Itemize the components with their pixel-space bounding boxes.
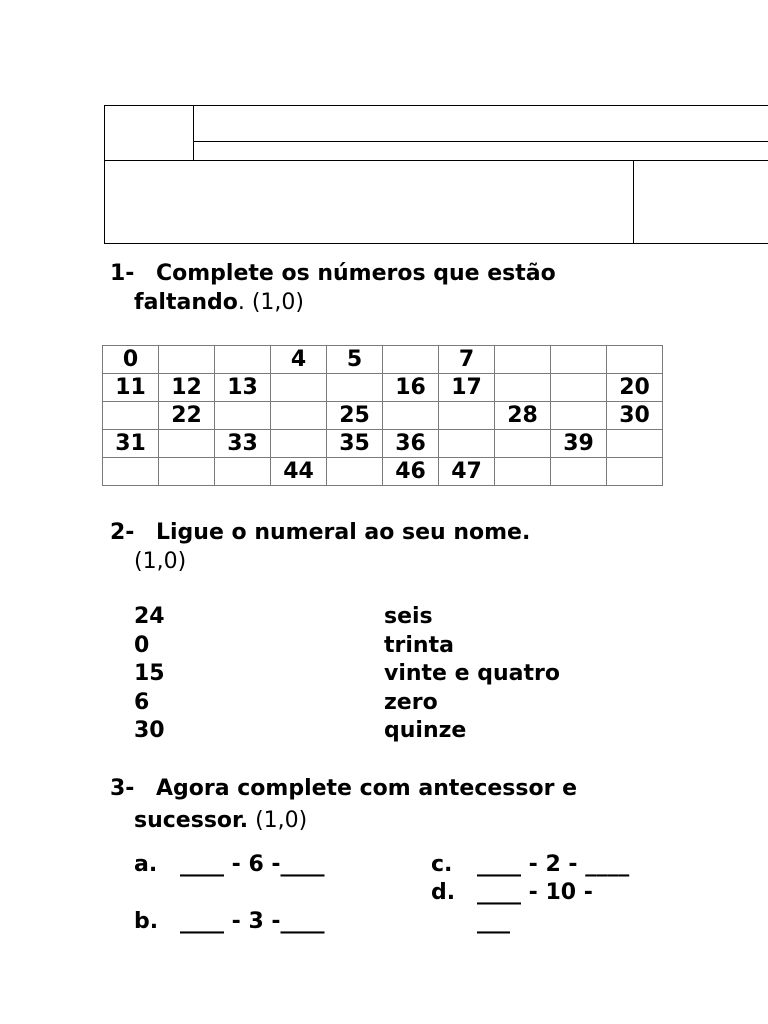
grid-cell: 30	[607, 402, 663, 430]
grid-cell: 46	[383, 458, 439, 486]
grid-cell: 31	[103, 430, 159, 458]
exercise-expression: ____ - 3 -____	[180, 909, 325, 934]
grid-cell: 35	[327, 430, 383, 458]
grid-cell-blank[interactable]	[495, 458, 551, 486]
exercise-d	[431, 878, 593, 907]
grid-cell-blank[interactable]	[215, 402, 271, 430]
question-1	[110, 259, 556, 317]
grid-row	[103, 402, 663, 430]
grid-cell: 25	[327, 402, 383, 430]
numeral-item: 6	[134, 689, 150, 715]
grid-cell-blank[interactable]	[607, 430, 663, 458]
exercise-label: b.	[134, 909, 159, 934]
number-grid	[102, 345, 663, 486]
question-number: 2-	[110, 520, 135, 545]
numeral-item: 24	[134, 604, 165, 629]
grid-cell-blank[interactable]	[495, 374, 551, 402]
exercise-expression: ____ - 10 -	[477, 880, 593, 905]
grid-cell: 22	[159, 402, 215, 430]
grid-cell: 13	[215, 374, 271, 402]
grid-cell-blank[interactable]	[327, 374, 383, 402]
grid-cell: 5	[327, 346, 383, 374]
grid-cell-blank[interactable]	[327, 458, 383, 486]
question-score: (1,0)	[248, 808, 308, 833]
grid-cell-blank[interactable]	[159, 458, 215, 486]
grid-cell-blank[interactable]	[271, 430, 327, 458]
grid-cell: 4	[271, 346, 327, 374]
numeral-item: 0	[134, 632, 150, 658]
question-number: 3-	[110, 776, 135, 801]
grid-cell: 7	[439, 346, 495, 374]
name-item: quinze	[384, 718, 467, 743]
exercise-label: c.	[431, 852, 453, 877]
grid-cell: 16	[383, 374, 439, 402]
names-column	[384, 603, 560, 746]
grid-row	[103, 430, 663, 458]
exercise-a	[134, 850, 325, 879]
question-text: Ligue o numeral ao seu nome.	[156, 520, 531, 545]
name-item: vinte e quatro	[384, 661, 560, 686]
grid-cell-blank[interactable]	[551, 374, 607, 402]
grid-cell-blank[interactable]	[215, 346, 271, 374]
question-text-cont: faltando	[134, 290, 238, 315]
grid-cell-blank[interactable]	[607, 458, 663, 486]
grid-cell: 17	[439, 374, 495, 402]
exercise-label: a.	[134, 852, 158, 877]
header-box-top-left	[104, 105, 194, 161]
grid-cell: 11	[103, 374, 159, 402]
grid-row	[103, 346, 663, 374]
exercise-label: d.	[431, 880, 456, 905]
grid-cell: 39	[551, 430, 607, 458]
question-text: Agora complete com antecessor e	[156, 776, 578, 801]
grid-cell-blank[interactable]	[551, 402, 607, 430]
grid-cell-blank[interactable]	[103, 458, 159, 486]
name-item: trinta	[384, 632, 454, 658]
grid-cell: 33	[215, 430, 271, 458]
grid-cell-blank[interactable]	[439, 430, 495, 458]
grid-cell: 0	[103, 346, 159, 374]
grid-cell-blank[interactable]	[159, 346, 215, 374]
grid-row	[103, 458, 663, 486]
grid-cell-blank[interactable]	[495, 430, 551, 458]
question-2	[110, 518, 530, 576]
header-line-top	[193, 105, 768, 106]
numeral-item: 15	[134, 661, 165, 686]
name-item: zero	[384, 689, 438, 715]
numeral-item: 30	[134, 718, 165, 743]
question-text: Complete os números que estão	[156, 261, 556, 286]
grid-cell-blank[interactable]	[495, 346, 551, 374]
question-3	[110, 773, 577, 837]
grid-cell: 20	[607, 374, 663, 402]
grid-cell-blank[interactable]	[551, 346, 607, 374]
grid-cell-blank[interactable]	[383, 402, 439, 430]
header-box-bottom	[104, 160, 768, 244]
question-number: 1-	[110, 261, 135, 286]
exercise-expression: ____ - 2 - ____	[477, 852, 630, 877]
grid-cell-blank[interactable]	[159, 430, 215, 458]
grid-cell-blank[interactable]	[271, 402, 327, 430]
question-score: . (1,0)	[237, 290, 304, 315]
grid-cell: 28	[495, 402, 551, 430]
grid-cell-blank[interactable]	[607, 346, 663, 374]
numerals-column	[134, 603, 165, 746]
grid-cell: 47	[439, 458, 495, 486]
exercise-d-continuation: ___	[477, 909, 510, 934]
grid-cell: 12	[159, 374, 215, 402]
question-score: (1,0)	[134, 549, 187, 574]
exercise-c	[431, 850, 629, 879]
question-text-cont: sucessor.	[134, 808, 249, 833]
grid-row	[103, 374, 663, 402]
name-item: seis	[384, 604, 433, 629]
exercise-expression: ____ - 6 -____	[180, 852, 325, 877]
header-line-middle	[193, 141, 768, 142]
grid-cell-blank[interactable]	[215, 458, 271, 486]
grid-cell-blank[interactable]	[103, 402, 159, 430]
exercise-b	[134, 907, 325, 936]
grid-cell-blank[interactable]	[383, 346, 439, 374]
grid-cell: 44	[271, 458, 327, 486]
header-box-divider	[633, 160, 634, 244]
grid-cell-blank[interactable]	[439, 402, 495, 430]
grid-cell-blank[interactable]	[271, 374, 327, 402]
grid-cell-blank[interactable]	[551, 458, 607, 486]
grid-cell: 36	[383, 430, 439, 458]
